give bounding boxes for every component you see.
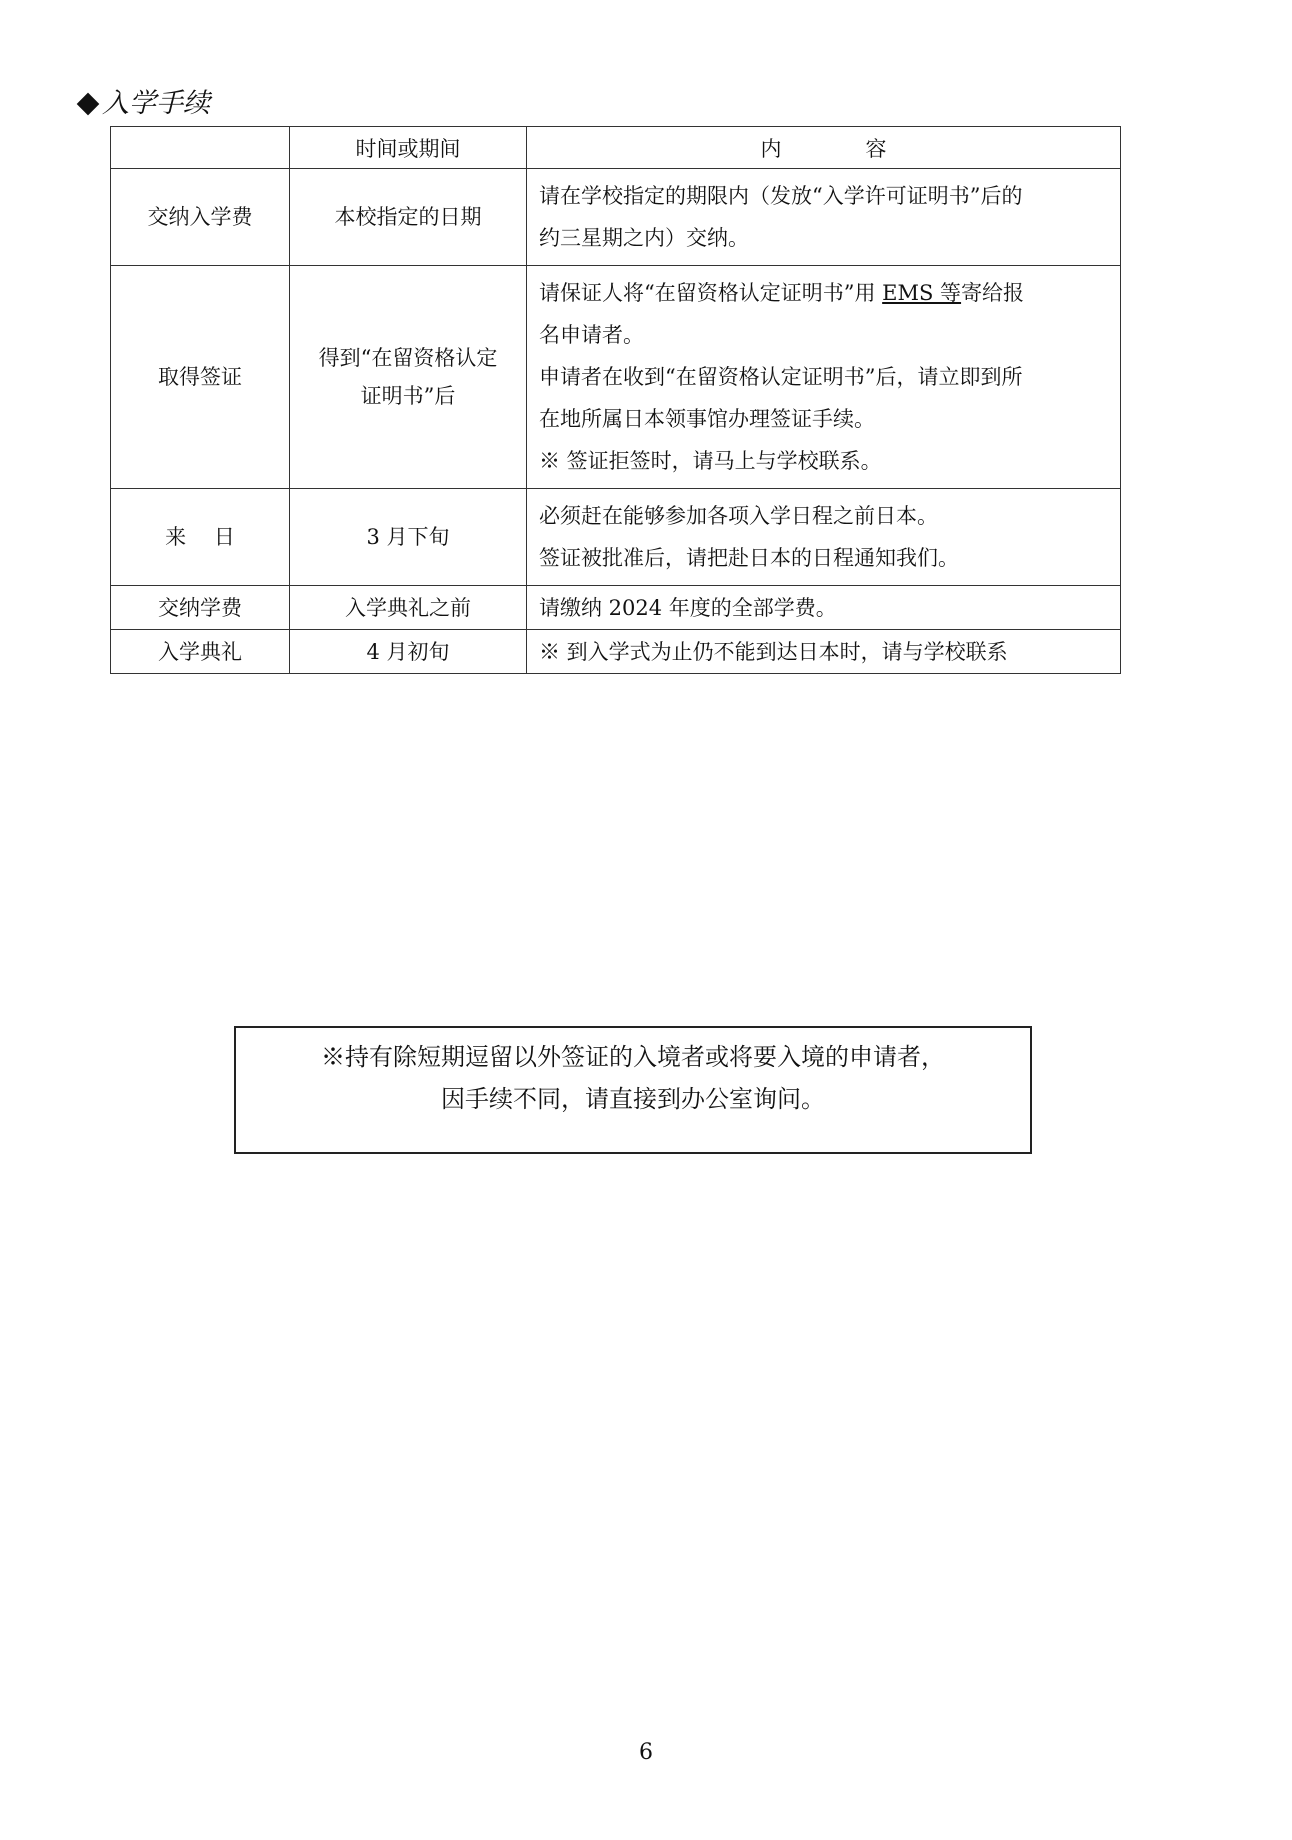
row-item: 交纳入学费 [111,169,290,266]
row-timing-line: 入学典礼之前 [345,595,471,620]
section-title [76,86,210,122]
notice-line: 因手续不同，请直接到办公室询问。 [441,1085,825,1113]
diamond-bullet-icon [77,92,100,115]
enrollment-procedure-table [110,126,1121,674]
row-timing-line: 本校指定的日期 [334,205,482,229]
table-row [111,630,1121,674]
notice-box [234,1026,1032,1154]
row-timing [290,489,527,586]
row-content [527,169,1121,266]
notice-line: ※持有除短期逗留以外签证的入境者或将要入境的申请者， [321,1043,945,1071]
row-item: 取得签证 [111,266,290,489]
row-content-line: 必须赶在能够参加各项入学日程之前日本。 [539,504,938,528]
row-timing-line: 得到“在留资格认定 [318,346,498,370]
row-timing [290,169,527,266]
page-number: 6 [639,1740,653,1765]
row-content [527,630,1121,674]
table-row [111,266,1121,489]
row-content-line: 申请者在收到“在留资格认定证明书”后，请立即到所 [539,365,1023,389]
row-content [527,489,1121,586]
row-timing-line: 3 月下旬 [366,525,450,549]
row-timing [290,266,527,489]
row-content-line: 名申请者。 [539,323,644,347]
row-content-line: 在地所属日本领事馆办理签证手续。 [539,407,875,431]
row-content-line: 签证被批准后，请把赴日本的日程通知我们。 [539,546,959,570]
row-item: 来 日 [111,489,290,586]
table-header-content: 内 容 [527,127,1121,169]
row-content [527,586,1121,630]
row-content-line [539,272,1110,314]
row-content-line: ※ 签证拒签时，请马上与学校联系。 [539,449,882,473]
ems-text: EMS 等 [882,281,962,305]
row-item: 交纳学费 [111,586,290,630]
table-header-blank [111,127,290,169]
row-timing-line: 4 月初旬 [366,639,450,664]
table-row [111,489,1121,586]
table-row [111,169,1121,266]
row-content-line: 请缴纳 2024 年度的全部学费。 [539,595,837,620]
table-header-timing: 时间或期间 [290,127,527,169]
row-content-line: 请在学校指定的期限内（发放“入学许可证明书”后的 [539,184,1023,208]
content-text: 请保证人将“在留资格认定证明书”用 [539,281,883,305]
row-timing [290,586,527,630]
content-text: 寄给报 [961,281,1025,305]
row-timing [290,630,527,674]
section-title-text: 入学手续 [102,88,210,119]
row-content-line: 约三星期之内）交纳。 [539,226,749,250]
row-item: 入学典礼 [111,630,290,674]
row-content [527,266,1121,489]
table-header-row [111,127,1121,169]
row-timing-line: 证明书”后 [360,384,456,408]
row-content-line: ※ 到入学式为止仍不能到达日本时，请与学校联系 [539,639,1008,664]
table-row [111,586,1121,630]
